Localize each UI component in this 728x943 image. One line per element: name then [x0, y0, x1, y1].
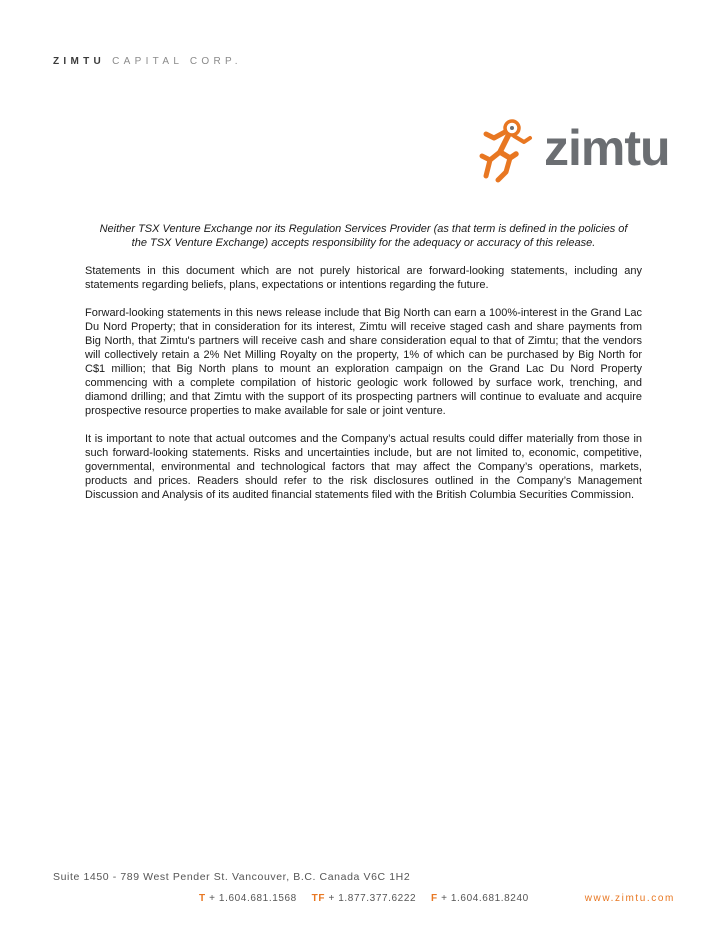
tsx-disclaimer: Neither TSX Venture Exchange nor its Regulation Services Provider (as that term is defined in the policies of the TSX Venture Exchange) accepts responsibility for the adequacy or accuracy of this release. — [99, 223, 628, 249]
paragraph-forward-looking-intro: Statements in this document which are not purely historical are forward-looking statements, including any statements regarding beliefs, plans, expectations or intentions regarding the future. — [85, 265, 642, 291]
telephone-label: T — [199, 893, 206, 904]
company-name-header — [53, 56, 242, 67]
fax-number: + 1.604.681.8240 — [441, 893, 529, 904]
zimtu-logo — [472, 116, 682, 186]
footer-contacts — [199, 893, 529, 904]
paragraph-risks: It is important to note that actual outcomes and the Company’s actual results could differ materially from those in such forward-looking statements. Risks and uncertainties include, but are not limited to, economic, competitive, governmental, environmental and technological factors that may affect the Company’s operations, markets, products and prices. Readers should refer to the risk disclosures outlined in the Company’s Management Discussion and Analysis of its audited financial statements filed with the British Columbia Securities Commission. — [85, 433, 642, 501]
running-figure-icon — [472, 116, 542, 186]
fax-label: F — [430, 893, 438, 904]
telephone-number: + 1.604.681.1568 — [209, 893, 297, 904]
company-name-strong: ZIMTU — [53, 56, 106, 67]
document-body — [85, 222, 642, 516]
tollfree-number: + 1.877.377.6222 — [328, 893, 417, 904]
footer-address: Suite 1450 - 789 West Pender St. Vancouver, B.C. Canada V6C 1H2 — [53, 871, 411, 883]
tollfree-label: TF — [311, 893, 326, 904]
company-name-light: CAPITAL CORP. — [112, 56, 242, 67]
logo-wordmark: zimtu — [544, 120, 670, 176]
paragraph-forward-looking-details: Forward-looking statements in this news release include that Big North can earn a 100%-interest in the Grand Lac Du Nord Property; that in consideration for its interest, Zimtu will receive staged cash and share payments from Big North, that Zimtu's partners will receive cash and share consideration equal to that of Zimtu; that the vendors will collectively retain a 2% Net Milling Royalty on the property, 1% of which can be purchased by Big North for C$1 million; that Big North plans to mount an exploration campaign on the Grand Lac Du Nord Property commencing with a complete compilation of historic geologic work followed by surface work, trenching, and diamond drilling; and that Zimtu with the support of its prospecting partners will continue to evaluate and acquire prospective resource properties to make available for sale or joint venture. — [85, 307, 642, 417]
website-link[interactable]: www.zimtu.com — [584, 893, 675, 904]
